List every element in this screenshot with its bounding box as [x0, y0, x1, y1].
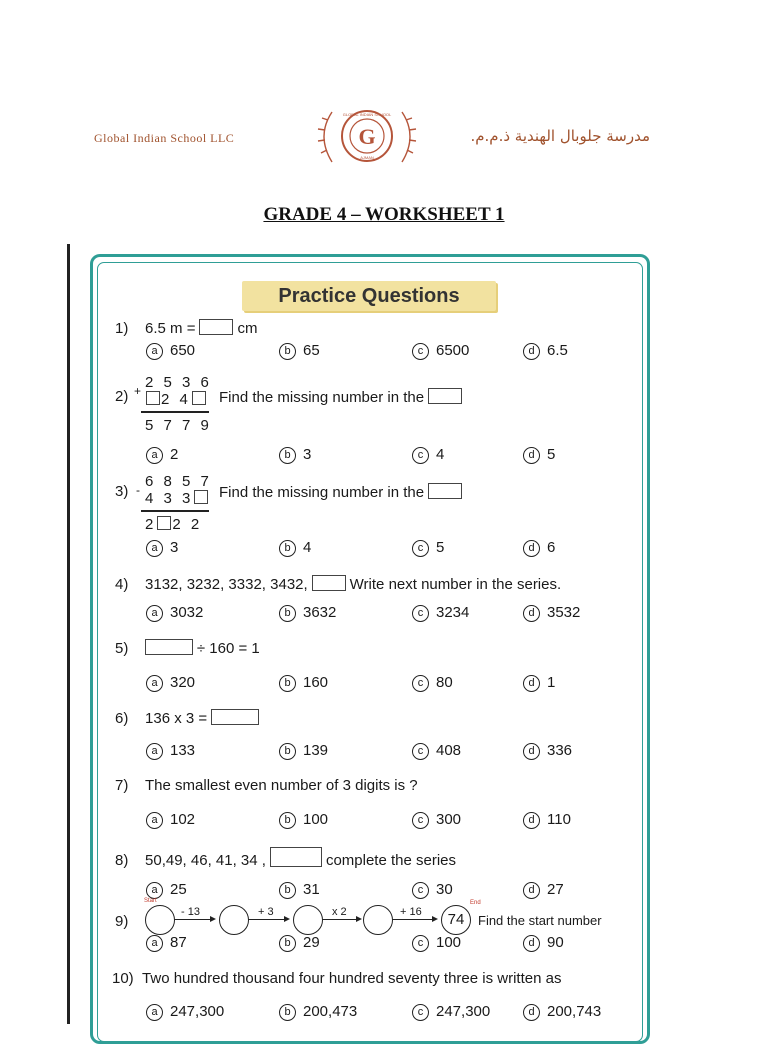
q1-option-a[interactable]: a 650 [146, 342, 195, 360]
q6-option-a[interactable]: a 133 [146, 742, 195, 760]
q1-option-d[interactable]: d 6.5 [523, 342, 568, 360]
q3-prompt: Find the missing number in the [219, 483, 466, 501]
q7-option-d[interactable]: d 110 [523, 811, 571, 829]
q7-option-c[interactable]: c 300 [412, 811, 461, 829]
missing-digit-box[interactable] [192, 391, 206, 405]
page-title: GRADE 4 – WORKSHEET 1 [263, 204, 505, 225]
q3-difference: 2 2 2 [145, 516, 203, 533]
flow-step-2: + 3 [258, 906, 274, 918]
flow-circle-4[interactable] [363, 905, 393, 935]
logo-ring-text: GLOBAL INDIAN SCHOOL [342, 112, 392, 117]
q5-option-c[interactable]: c 80 [412, 674, 453, 692]
q2-addend-bottom: 2 4 [145, 391, 207, 408]
flow-circle-2[interactable] [219, 905, 249, 935]
q2-addend-top: 2 5 3 6 [145, 374, 212, 391]
answer-box[interactable] [199, 319, 233, 335]
q4-option-d[interactable]: d 3532 [523, 604, 580, 622]
sum-line [141, 411, 209, 413]
question-9-number: 9) [115, 913, 129, 930]
answer-box[interactable] [428, 388, 462, 404]
left-margin-rule [67, 244, 70, 1024]
q5-option-a[interactable]: a 320 [146, 674, 195, 692]
q9-option-d[interactable]: d 90 [523, 934, 564, 952]
end-label: End [470, 900, 481, 906]
question-1: 1) 6.5 m = cm [115, 320, 258, 337]
answer-box[interactable] [270, 847, 322, 867]
flow-step-1: - 13 [181, 906, 200, 918]
flow-end-circle: 74 [441, 905, 471, 935]
q1-option-b[interactable]: b 65 [279, 342, 320, 360]
logo-ring-bottom-text: AJMAN [360, 155, 374, 160]
flow-arrow [392, 919, 436, 920]
q10-option-a[interactable]: a 247,300 [146, 1003, 224, 1021]
q2-option-a[interactable]: a 2 [146, 446, 178, 464]
plus-sign: + [134, 384, 142, 398]
q8-option-c[interactable]: c 30 [412, 881, 453, 899]
q2-sum: 5 7 7 9 [145, 417, 212, 434]
answer-box[interactable] [211, 709, 259, 725]
q8-option-b[interactable]: b 31 [279, 881, 320, 899]
q8-option-d[interactable]: d 27 [523, 881, 564, 899]
q10-option-c[interactable]: c 247,300 [412, 1003, 490, 1021]
q6-option-d[interactable]: d 336 [523, 742, 572, 760]
missing-digit-box[interactable] [146, 391, 160, 405]
question-5: 5) ÷ 160 = 1 [115, 640, 260, 657]
flow-step-3: x 2 [332, 906, 347, 918]
q4-option-b[interactable]: b 3632 [279, 604, 336, 622]
q4-option-a[interactable]: a 3032 [146, 604, 203, 622]
q2-option-b[interactable]: b 3 [279, 446, 311, 464]
q1-option-c[interactable]: c 6500 [412, 342, 469, 360]
practice-questions-banner: Practice Questions [242, 281, 496, 311]
question-6: 6) 136 x 3 = [115, 709, 263, 727]
question-7: 7) The smallest even number of 3 digits is ? [115, 777, 418, 794]
start-label: Start [144, 898, 157, 904]
q3-option-c[interactable]: c 5 [412, 539, 444, 557]
q5-option-d[interactable]: d 1 [523, 674, 555, 692]
q9-option-c[interactable]: c 100 [412, 934, 461, 952]
flow-circle-3[interactable] [293, 905, 323, 935]
q6-option-b[interactable]: b 139 [279, 742, 328, 760]
q10-option-b[interactable]: b 200,473 [279, 1003, 357, 1021]
q3-minuend: 6 8 5 7 [145, 473, 212, 490]
q2-option-d[interactable]: d 5 [523, 446, 555, 464]
q9-option-b[interactable]: b 29 [279, 934, 320, 952]
flow-start-circle[interactable] [145, 905, 175, 935]
logo-emblem-letter: G [358, 124, 376, 149]
flow-arrow [248, 919, 288, 920]
missing-digit-box[interactable] [157, 516, 171, 530]
answer-box[interactable] [145, 639, 193, 655]
q7-option-a[interactable]: a 102 [146, 811, 195, 829]
q5-option-b[interactable]: b 160 [279, 674, 328, 692]
school-logo [312, 104, 422, 168]
q3-subtrahend: 4 3 3 [145, 490, 209, 507]
q7-option-b[interactable]: b 100 [279, 811, 328, 829]
question-2-number: 2) [115, 388, 129, 405]
difference-line [141, 510, 209, 512]
flow-step-4: + 16 [400, 906, 422, 918]
q2-option-c[interactable]: c 4 [412, 446, 444, 464]
q3-option-d[interactable]: d 6 [523, 539, 555, 557]
question-4: 4) 3132, 3232, 3332, 3432, Write next number in the series. [115, 576, 562, 593]
answer-box[interactable] [428, 483, 462, 499]
school-name-arabic: مدرسة جلوبال الهندية ذ.م.م. [470, 127, 650, 145]
question-8: 8) 50,49, 46, 41, 34 , complete the series [115, 847, 456, 869]
question-3-number: 3) [115, 483, 129, 500]
answer-box[interactable] [312, 575, 346, 591]
q3-option-a[interactable]: a 3 [146, 539, 178, 557]
q10-option-d[interactable]: d 200,743 [523, 1003, 601, 1021]
missing-digit-box[interactable] [194, 490, 208, 504]
q9-option-a[interactable]: a 87 [146, 934, 187, 952]
school-name-english: Global Indian School LLC [94, 131, 235, 145]
flow-arrow [174, 919, 214, 920]
question-10: 10) Two hundred thousand four hundred seventy three is written as [112, 970, 562, 987]
q6-option-c[interactable]: c 408 [412, 742, 461, 760]
q9-prompt: Find the start number [478, 913, 602, 928]
q8-option-a[interactable]: a 25 [146, 881, 187, 899]
flow-arrow [322, 919, 360, 920]
minus-sign: - [136, 483, 140, 497]
q4-option-c[interactable]: c 3234 [412, 604, 469, 622]
q3-option-b[interactable]: b 4 [279, 539, 311, 557]
q2-prompt: Find the missing number in the [219, 388, 466, 406]
